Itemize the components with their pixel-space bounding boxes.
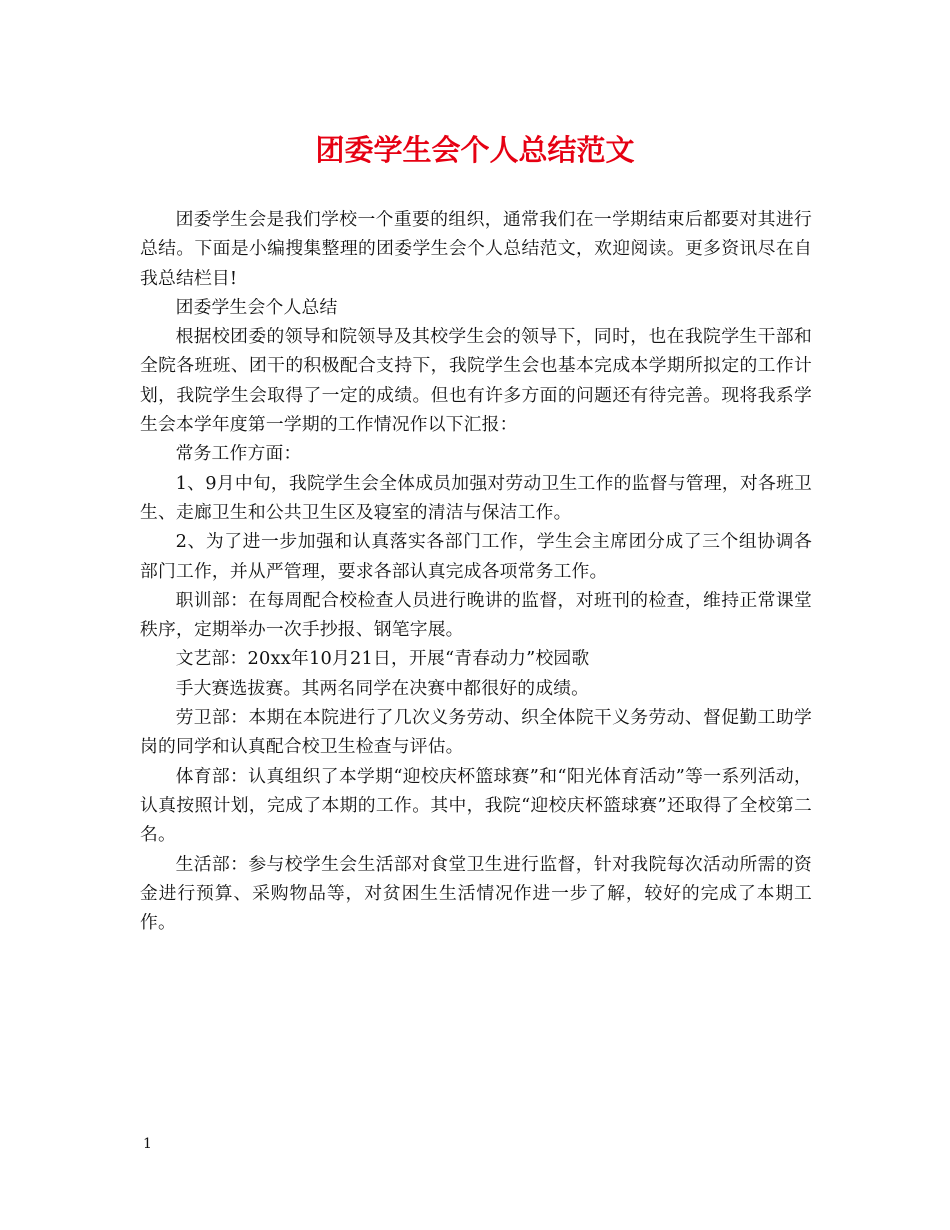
- paragraph-overview: 根据校团委的领导和院领导及其校学生会的领导下，同时，也在我院学生干部和全院各班班、团干的积极配合支持下，我院学生会也基本完成本学期所拟定的工作计划，我院学生会取得了一定的成绩。但也有许多方面的问题还有待完善。现将我系学生会本学年度第一学期的工作情况作以下汇报：: [140, 326, 812, 436]
- document-title: 团委学生会个人总结范文: [315, 133, 635, 167]
- paragraph-arts-dept: 文艺部：20xx年10月21日，开展“青春动力”校园歌: [175, 648, 590, 670]
- paragraph-item-2: 2、为了进一步加强和认真落实各部门工作，学生会主席团分成了三个组协调各部门工作，并从严管理，要求各部认真完成各项常务工作。: [140, 531, 812, 582]
- paragraph-intro: 团委学生会是我们学校一个重要的组织，通常我们在一学期结束后都要对其进行总结。下面是小编搜集整理的团委学生会个人总结范文，欢迎阅读。更多资讯尽在自我总结栏目!: [140, 209, 812, 289]
- document-body: [140, 205, 812, 937]
- paragraph-training-dept: 职训部：在每周配合校检查人员进行晚讲的监督，对班刊的检查，维持正常课堂秩序，定期举办一次手抄报、钢笔字展。: [140, 589, 812, 641]
- page-number: 1: [143, 1136, 152, 1152]
- paragraph-arts-dept-cont: 手大赛选拔赛。其两名同学在决赛中都很好的成绩。: [175, 677, 590, 699]
- paragraph-routine-heading: 常务工作方面：: [175, 443, 302, 465]
- paragraph-sports-dept: 体育部：认真组织了本学期“迎校庆杯篮球赛”和“阳光体育活动”等一系列活动，认真按照计划，完成了本期的工作。其中，我院“迎校庆杯篮球赛”还取得了全校第二名。: [140, 765, 812, 846]
- paragraph-labor-dept: 劳卫部：本期在本院进行了几次义务劳动、织全体院干义务劳动、督促勤工助学岗的同学和认真配合校卫生检查与评估。: [140, 707, 812, 758]
- paragraph-subtitle: 团委学生会个人总结: [175, 296, 338, 318]
- paragraph-life-dept: 生活部：参与校学生会生活部对食堂卫生进行监督，针对我院每次活动所需的资金进行预算、采购物品等，对贫困生生活情况作进一步了解，较好的完成了本期工作。: [140, 853, 812, 934]
- paragraph-item-1: 1、9月中旬，我院学生会全体成员加强对劳动卫生工作的监督与管理，对各班卫生、走廊卫生和公共卫生区及寝室的清洁与保洁工作。: [140, 472, 812, 523]
